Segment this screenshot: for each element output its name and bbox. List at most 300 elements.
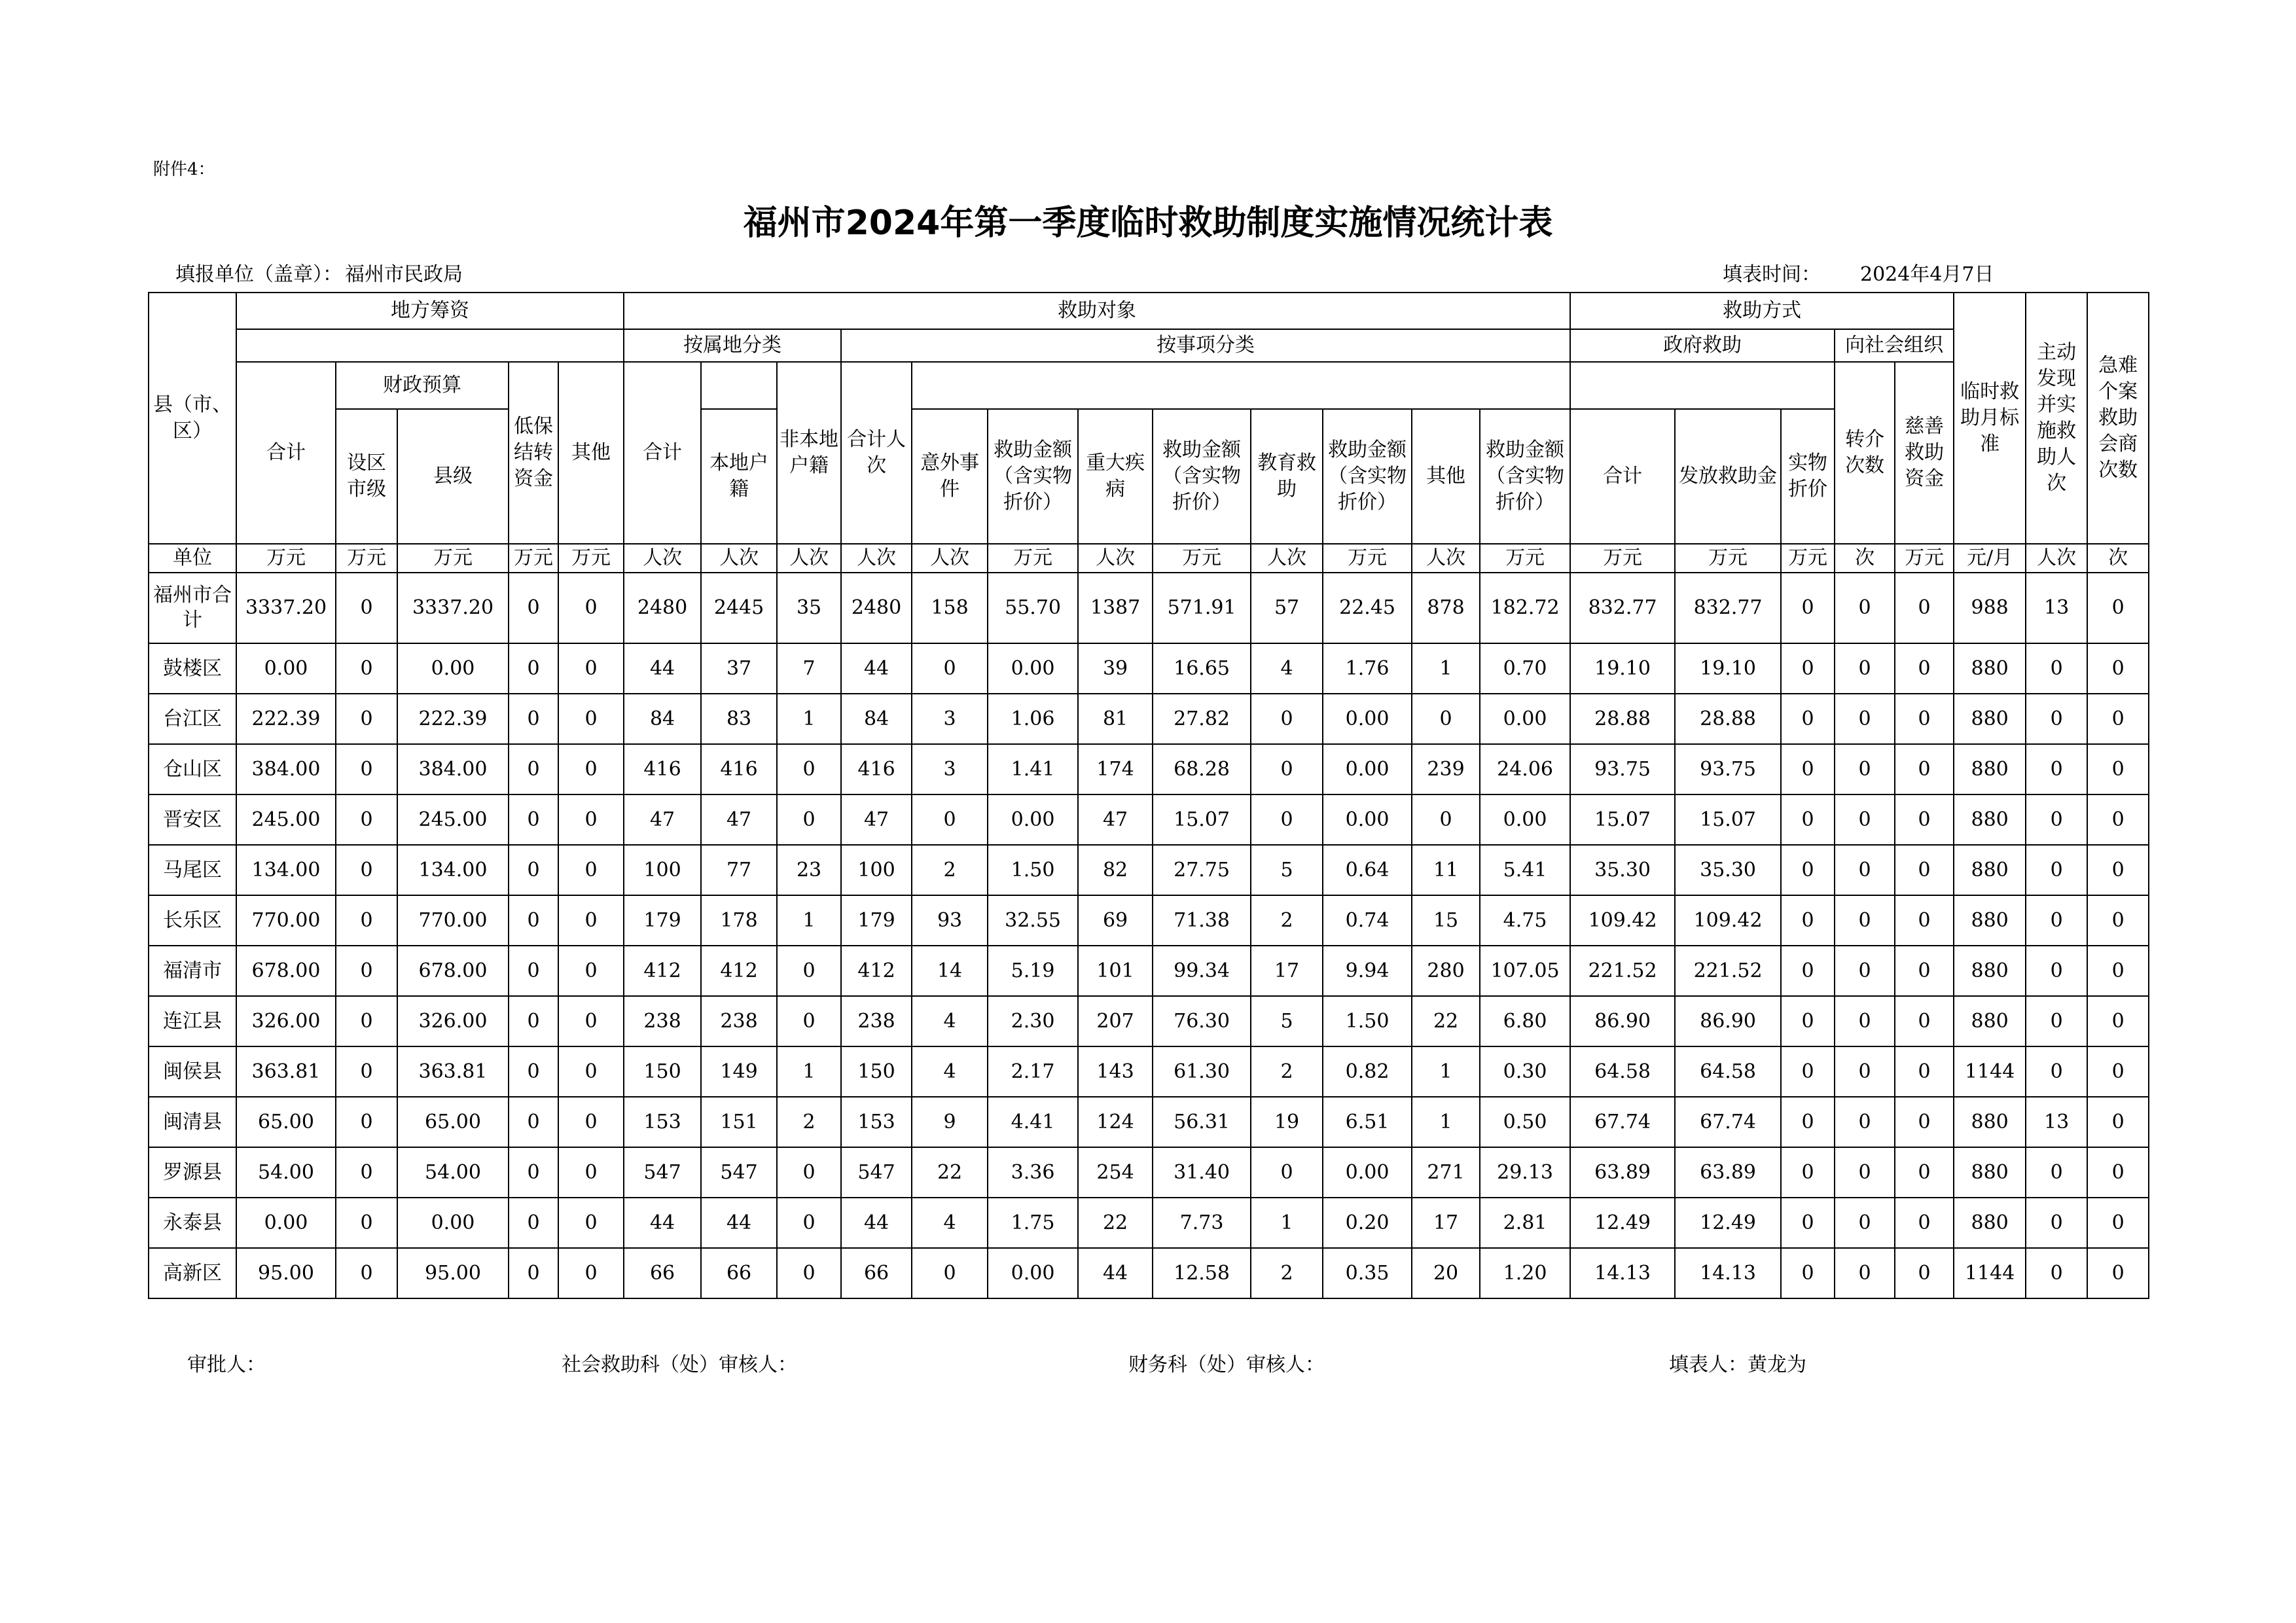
row-label-cell: 高新区 xyxy=(149,1248,236,1298)
data-cell: 3337.20 xyxy=(397,573,509,643)
table-row xyxy=(149,643,2149,694)
data-cell: 56.31 xyxy=(1153,1097,1251,1147)
data-cell: 0 xyxy=(1835,1147,1895,1198)
data-cell: 0 xyxy=(2087,1147,2149,1198)
data-cell: 0 xyxy=(2087,1198,2149,1248)
data-cell: 100 xyxy=(624,845,701,895)
data-cell: 2.17 xyxy=(988,1046,1078,1097)
data-cell: 万元 xyxy=(509,544,558,573)
data-cell: 0 xyxy=(336,1248,397,1298)
data-cell: 0.70 xyxy=(1480,643,1570,694)
data-cell: 238 xyxy=(841,996,912,1046)
data-cell: 0.00 xyxy=(236,1198,336,1248)
data-cell: 880 xyxy=(1954,1198,2026,1248)
data-cell: 67.74 xyxy=(1570,1097,1675,1147)
data-cell: 880 xyxy=(1954,845,2026,895)
data-cell: 1.50 xyxy=(1323,996,1412,1046)
data-cell: 384.00 xyxy=(236,744,336,794)
data-cell: 31.40 xyxy=(1153,1147,1251,1198)
row-label-cell: 单位 xyxy=(149,544,236,573)
data-cell: 0 xyxy=(509,1198,558,1248)
data-cell: 0 xyxy=(1835,794,1895,845)
data-cell: 880 xyxy=(1954,1147,2026,1198)
data-cell: 19 xyxy=(1251,1097,1323,1147)
data-cell: 人次 xyxy=(701,544,777,573)
data-cell: 0 xyxy=(558,643,624,694)
data-cell: 1 xyxy=(1412,1046,1480,1097)
data-cell: 57 xyxy=(1251,573,1323,643)
header-monthly-standard: 临时救助月标准 xyxy=(1954,293,2026,544)
data-cell: 5.41 xyxy=(1480,845,1570,895)
data-cell: 0 xyxy=(1895,573,1954,643)
data-cell: 0 xyxy=(509,694,558,744)
data-cell: 2.81 xyxy=(1480,1198,1570,1248)
data-cell: 109.42 xyxy=(1675,895,1781,946)
data-cell: 0 xyxy=(777,794,841,845)
header-transfer-count: 转介次数 xyxy=(1835,362,1895,544)
data-cell: 0 xyxy=(336,1198,397,1248)
row-label-cell: 晋安区 xyxy=(149,794,236,845)
data-cell: 2.30 xyxy=(988,996,1078,1046)
data-cell: 0.00 xyxy=(988,1248,1078,1298)
data-cell: 0 xyxy=(2087,845,2149,895)
data-cell: 245.00 xyxy=(236,794,336,845)
data-cell: 245.00 xyxy=(397,794,509,845)
data-cell: 19.10 xyxy=(1675,643,1781,694)
data-cell: 880 xyxy=(1954,744,2026,794)
data-cell: 0 xyxy=(509,895,558,946)
data-cell: 239 xyxy=(1412,744,1480,794)
data-cell: 32.55 xyxy=(988,895,1078,946)
data-cell: 221.52 xyxy=(1570,946,1675,996)
data-cell: 0 xyxy=(1781,794,1835,845)
data-cell: 0 xyxy=(1835,1046,1895,1097)
data-cell: 22 xyxy=(1412,996,1480,1046)
data-cell: 0 xyxy=(1835,845,1895,895)
data-cell: 4 xyxy=(912,1198,988,1248)
header-blank xyxy=(912,362,1570,409)
row-label-cell: 连江县 xyxy=(149,996,236,1046)
data-cell: 1 xyxy=(1412,643,1480,694)
data-cell: 3 xyxy=(912,744,988,794)
data-cell: 0 xyxy=(336,1046,397,1097)
header-other-amount: 救助金额（含实物折价） xyxy=(1480,409,1570,544)
data-cell: 0 xyxy=(1835,996,1895,1046)
data-cell: 0 xyxy=(777,1248,841,1298)
row-label-cell: 台江区 xyxy=(149,694,236,744)
header-total: 合计 xyxy=(236,362,336,544)
data-cell: 0 xyxy=(336,1097,397,1147)
data-cell: 93.75 xyxy=(1570,744,1675,794)
data-cell: 0 xyxy=(2026,946,2087,996)
data-cell: 人次 xyxy=(912,544,988,573)
data-cell: 0 xyxy=(558,996,624,1046)
data-cell: 1.50 xyxy=(988,845,1078,895)
data-cell: 0.00 xyxy=(397,643,509,694)
header-dibao: 低保结转资金 xyxy=(509,362,558,544)
data-cell: 1 xyxy=(1412,1097,1480,1147)
data-cell: 880 xyxy=(1954,794,2026,845)
data-cell: 44 xyxy=(701,1198,777,1248)
data-cell: 0 xyxy=(558,1248,624,1298)
data-cell: 次 xyxy=(2087,544,2149,573)
data-cell: 3337.20 xyxy=(236,573,336,643)
data-cell: 22 xyxy=(1078,1198,1153,1248)
attachment-label: 附件4： xyxy=(153,160,215,179)
data-cell: 0.00 xyxy=(1480,794,1570,845)
data-cell: 5 xyxy=(1251,996,1323,1046)
data-cell: 158 xyxy=(912,573,988,643)
data-cell: 44 xyxy=(624,1198,701,1248)
reporting-unit-value: 福州市民政局 xyxy=(345,263,463,286)
header-accident: 意外事件 xyxy=(912,409,988,544)
data-cell: 0 xyxy=(1251,694,1323,744)
data-cell: 77 xyxy=(701,845,777,895)
data-cell: 27.75 xyxy=(1153,845,1251,895)
data-cell: 人次 xyxy=(1251,544,1323,573)
data-cell: 1.20 xyxy=(1480,1248,1570,1298)
data-cell: 86.90 xyxy=(1675,996,1781,1046)
header-item-other: 其他 xyxy=(1412,409,1480,544)
data-cell: 107.05 xyxy=(1480,946,1570,996)
data-cell: 0 xyxy=(1781,1097,1835,1147)
row-label-cell: 永泰县 xyxy=(149,1198,236,1248)
data-cell: 0 xyxy=(1895,1046,1954,1097)
data-cell: 4.41 xyxy=(988,1097,1078,1147)
data-cell: 17 xyxy=(1251,946,1323,996)
data-cell: 13 xyxy=(2026,573,2087,643)
data-cell: 0 xyxy=(1895,1147,1954,1198)
table-row xyxy=(149,794,2149,845)
data-cell: 15.07 xyxy=(1153,794,1251,845)
data-cell: 0.50 xyxy=(1480,1097,1570,1147)
data-cell: 66 xyxy=(624,1248,701,1298)
data-cell: 人次 xyxy=(2026,544,2087,573)
data-cell: 14.13 xyxy=(1675,1248,1781,1298)
header-gov-total: 合计 xyxy=(1570,409,1675,544)
data-cell: 880 xyxy=(1954,895,2026,946)
data-cell: 47 xyxy=(841,794,912,845)
data-cell: 28.88 xyxy=(1675,694,1781,744)
data-cell: 0 xyxy=(912,643,988,694)
data-cell: 4 xyxy=(1251,643,1323,694)
data-cell: 0 xyxy=(2087,643,2149,694)
data-cell: 万元 xyxy=(1675,544,1781,573)
data-cell: 93.75 xyxy=(1675,744,1781,794)
data-cell: 1 xyxy=(777,694,841,744)
data-cell: 9.94 xyxy=(1323,946,1412,996)
data-cell: 0 xyxy=(509,643,558,694)
data-cell: 0 xyxy=(1895,996,1954,1046)
table-body xyxy=(149,544,2149,1298)
data-cell: 万元 xyxy=(1480,544,1570,573)
data-cell: 23 xyxy=(777,845,841,895)
data-cell: 100 xyxy=(841,845,912,895)
data-cell: 13 xyxy=(2026,1097,2087,1147)
data-cell: 84 xyxy=(624,694,701,744)
data-cell: 0 xyxy=(1781,744,1835,794)
data-cell: 326.00 xyxy=(397,996,509,1046)
header-nonlocal-reg: 非本地户籍 xyxy=(777,362,841,544)
data-cell: 22.45 xyxy=(1323,573,1412,643)
data-cell: 0 xyxy=(1781,895,1835,946)
data-cell: 0.82 xyxy=(1323,1046,1412,1097)
data-cell: 47 xyxy=(624,794,701,845)
data-cell: 179 xyxy=(841,895,912,946)
data-cell: 0 xyxy=(1835,946,1895,996)
header-other: 其他 xyxy=(558,362,624,544)
header-by-item: 按事项分类 xyxy=(841,329,1570,362)
header-aid-recipients: 救助对象 xyxy=(624,293,1570,329)
data-cell: 65.00 xyxy=(236,1097,336,1147)
data-cell: 0 xyxy=(558,845,624,895)
data-cell: 0 xyxy=(1835,895,1895,946)
data-cell: 207 xyxy=(1078,996,1153,1046)
data-cell: 1.41 xyxy=(988,744,1078,794)
data-cell: 0 xyxy=(558,1046,624,1097)
header-gov-aid: 政府救助 xyxy=(1570,329,1835,362)
data-cell: 6.51 xyxy=(1323,1097,1412,1147)
header-to-social-org: 向社会组织 xyxy=(1835,329,1954,362)
data-cell: 1144 xyxy=(1954,1046,2026,1097)
data-cell: 64.58 xyxy=(1570,1046,1675,1097)
data-cell: 35.30 xyxy=(1570,845,1675,895)
data-cell: 人次 xyxy=(841,544,912,573)
data-cell: 222.39 xyxy=(397,694,509,744)
data-cell: 179 xyxy=(624,895,701,946)
data-cell: 571.91 xyxy=(1153,573,1251,643)
data-cell: 0 xyxy=(2026,845,2087,895)
data-cell: 0 xyxy=(2026,1046,2087,1097)
data-cell: 71.38 xyxy=(1153,895,1251,946)
data-cell: 0 xyxy=(2087,1097,2149,1147)
header-total-person-times: 合计人次 xyxy=(841,362,912,544)
header-local-reg: 本地户籍 xyxy=(701,409,777,544)
data-cell: 0 xyxy=(2026,694,2087,744)
data-cell: 2 xyxy=(1251,895,1323,946)
fill-date-value: 2024年4月7日 xyxy=(1860,263,1994,286)
filler-label: 填表人： xyxy=(1669,1353,1748,1376)
data-cell: 0 xyxy=(336,573,397,643)
data-cell: 254 xyxy=(1078,1147,1153,1198)
data-cell: 55.70 xyxy=(988,573,1078,643)
data-cell: 0 xyxy=(2026,895,2087,946)
data-cell: 384.00 xyxy=(397,744,509,794)
data-cell: 416 xyxy=(624,744,701,794)
data-cell: 0 xyxy=(336,794,397,845)
data-cell: 66 xyxy=(841,1248,912,1298)
data-cell: 0 xyxy=(558,694,624,744)
data-cell: 84 xyxy=(841,694,912,744)
data-cell: 0 xyxy=(777,946,841,996)
data-cell: 770.00 xyxy=(236,895,336,946)
data-cell: 27.82 xyxy=(1153,694,1251,744)
data-cell: 134.00 xyxy=(236,845,336,895)
data-cell: 0 xyxy=(1895,794,1954,845)
data-cell: 0 xyxy=(2087,744,2149,794)
data-cell: 0 xyxy=(1835,744,1895,794)
header-in-kind: 实物折价 xyxy=(1781,409,1835,544)
data-cell: 0 xyxy=(1895,744,1954,794)
data-cell: 0 xyxy=(912,1248,988,1298)
data-cell: 68.28 xyxy=(1153,744,1251,794)
data-cell: 221.52 xyxy=(1675,946,1781,996)
data-cell: 0 xyxy=(558,794,624,845)
header-blank xyxy=(1570,362,1835,409)
data-cell: 39 xyxy=(1078,643,1153,694)
data-cell: 19.10 xyxy=(1570,643,1675,694)
data-cell: 153 xyxy=(841,1097,912,1147)
data-cell: 878 xyxy=(1412,573,1480,643)
data-cell: 16.65 xyxy=(1153,643,1251,694)
data-cell: 151 xyxy=(701,1097,777,1147)
finance-reviewer: 财务科（处）审核人： xyxy=(1128,1353,1325,1376)
header-emergency: 急难个案救助会商次数 xyxy=(2087,293,2149,544)
data-cell: 0 xyxy=(336,996,397,1046)
data-cell: 1.75 xyxy=(988,1198,1078,1248)
data-cell: 0.00 xyxy=(988,794,1078,845)
data-cell: 0.64 xyxy=(1323,845,1412,895)
data-cell: 0 xyxy=(2087,895,2149,946)
data-cell: 143 xyxy=(1078,1046,1153,1097)
data-cell: 0 xyxy=(1895,845,1954,895)
data-cell: 14.13 xyxy=(1570,1248,1675,1298)
data-cell: 2 xyxy=(1251,1248,1323,1298)
data-cell: 0 xyxy=(509,946,558,996)
data-cell: 17 xyxy=(1412,1198,1480,1248)
data-cell: 2 xyxy=(912,845,988,895)
data-cell: 238 xyxy=(701,996,777,1046)
header-education: 教育救助 xyxy=(1251,409,1323,544)
row-label-cell: 长乐区 xyxy=(149,895,236,946)
data-cell: 4 xyxy=(912,1046,988,1097)
data-cell: 次 xyxy=(1835,544,1895,573)
data-cell: 412 xyxy=(841,946,912,996)
data-cell: 69 xyxy=(1078,895,1153,946)
data-cell: 412 xyxy=(701,946,777,996)
data-cell: 12.49 xyxy=(1570,1198,1675,1248)
data-cell: 0 xyxy=(509,794,558,845)
data-cell: 0.35 xyxy=(1323,1248,1412,1298)
header-major-illness: 重大疾病 xyxy=(1078,409,1153,544)
row-label-cell: 福州市合计 xyxy=(149,573,236,643)
data-cell: 15.07 xyxy=(1570,794,1675,845)
data-cell: 0 xyxy=(1781,996,1835,1046)
data-cell: 832.77 xyxy=(1675,573,1781,643)
data-cell: 0 xyxy=(1412,694,1480,744)
data-cell: 20 xyxy=(1412,1248,1480,1298)
statistics-table xyxy=(148,292,2149,1299)
data-cell: 6.80 xyxy=(1480,996,1570,1046)
data-cell: 0 xyxy=(2026,1248,2087,1298)
data-cell: 988 xyxy=(1954,573,2026,643)
data-cell: 880 xyxy=(1954,1097,2026,1147)
data-cell: 0 xyxy=(2026,1147,2087,1198)
header-by-location: 按属地分类 xyxy=(624,329,841,362)
data-cell: 0 xyxy=(1781,573,1835,643)
data-cell: 416 xyxy=(701,744,777,794)
data-cell: 0 xyxy=(777,1147,841,1198)
data-cell: 0 xyxy=(558,1097,624,1147)
data-cell: 1387 xyxy=(1078,573,1153,643)
header-blank xyxy=(701,362,777,409)
data-cell: 0 xyxy=(777,996,841,1046)
data-cell: 0 xyxy=(509,1147,558,1198)
data-cell: 101 xyxy=(1078,946,1153,996)
data-cell: 76.30 xyxy=(1153,996,1251,1046)
data-cell: 326.00 xyxy=(236,996,336,1046)
data-cell: 5 xyxy=(1251,845,1323,895)
data-cell: 0 xyxy=(1781,694,1835,744)
data-cell: 54.00 xyxy=(236,1147,336,1198)
data-cell: 0 xyxy=(1781,643,1835,694)
data-cell: 44 xyxy=(1078,1248,1153,1298)
row-label-cell: 马尾区 xyxy=(149,845,236,895)
data-cell: 0 xyxy=(336,643,397,694)
data-cell: 0 xyxy=(2087,573,2149,643)
header-location-total: 合计 xyxy=(624,362,701,544)
data-cell: 83 xyxy=(701,694,777,744)
table-header xyxy=(149,293,2149,544)
data-cell: 人次 xyxy=(624,544,701,573)
data-cell: 416 xyxy=(841,744,912,794)
data-cell: 12.49 xyxy=(1675,1198,1781,1248)
data-cell: 29.13 xyxy=(1480,1147,1570,1198)
data-cell: 1 xyxy=(777,895,841,946)
data-cell: 2445 xyxy=(701,573,777,643)
data-cell: 35.30 xyxy=(1675,845,1781,895)
units-row xyxy=(149,544,2149,573)
data-cell: 150 xyxy=(624,1046,701,1097)
data-cell: 0.20 xyxy=(1323,1198,1412,1248)
data-cell: 0 xyxy=(777,1198,841,1248)
data-cell: 64.58 xyxy=(1675,1046,1781,1097)
approver: 审批人： xyxy=(187,1353,266,1376)
table-row xyxy=(149,1097,2149,1147)
data-cell: 67.74 xyxy=(1675,1097,1781,1147)
data-cell: 0 xyxy=(1781,946,1835,996)
table-row xyxy=(149,895,2149,946)
data-cell: 14 xyxy=(912,946,988,996)
data-cell: 0 xyxy=(509,1046,558,1097)
data-cell: 0.00 xyxy=(1323,694,1412,744)
data-cell: 178 xyxy=(701,895,777,946)
data-cell: 万元 xyxy=(1570,544,1675,573)
data-cell: 880 xyxy=(1954,643,2026,694)
data-cell: 0 xyxy=(336,845,397,895)
reporting-unit-label: 填报单位（盖章）： xyxy=(175,263,342,286)
fill-date xyxy=(1723,258,1994,287)
data-cell: 万元 xyxy=(1781,544,1835,573)
data-cell: 0 xyxy=(336,895,397,946)
data-cell: 363.81 xyxy=(397,1046,509,1097)
data-cell: 0 xyxy=(1895,1248,1954,1298)
data-cell: 0.00 xyxy=(397,1198,509,1248)
data-cell: 0 xyxy=(2087,694,2149,744)
data-cell: 0 xyxy=(1835,694,1895,744)
data-cell: 0 xyxy=(1251,744,1323,794)
data-cell: 0 xyxy=(558,895,624,946)
data-cell: 人次 xyxy=(1078,544,1153,573)
data-cell: 150 xyxy=(841,1046,912,1097)
data-cell: 0 xyxy=(777,744,841,794)
data-cell: 95.00 xyxy=(397,1248,509,1298)
table-row xyxy=(149,1248,2149,1298)
fill-date-label: 填表时间： xyxy=(1723,263,1821,286)
data-cell: 44 xyxy=(624,643,701,694)
data-cell: 4.75 xyxy=(1480,895,1570,946)
data-cell: 93 xyxy=(912,895,988,946)
